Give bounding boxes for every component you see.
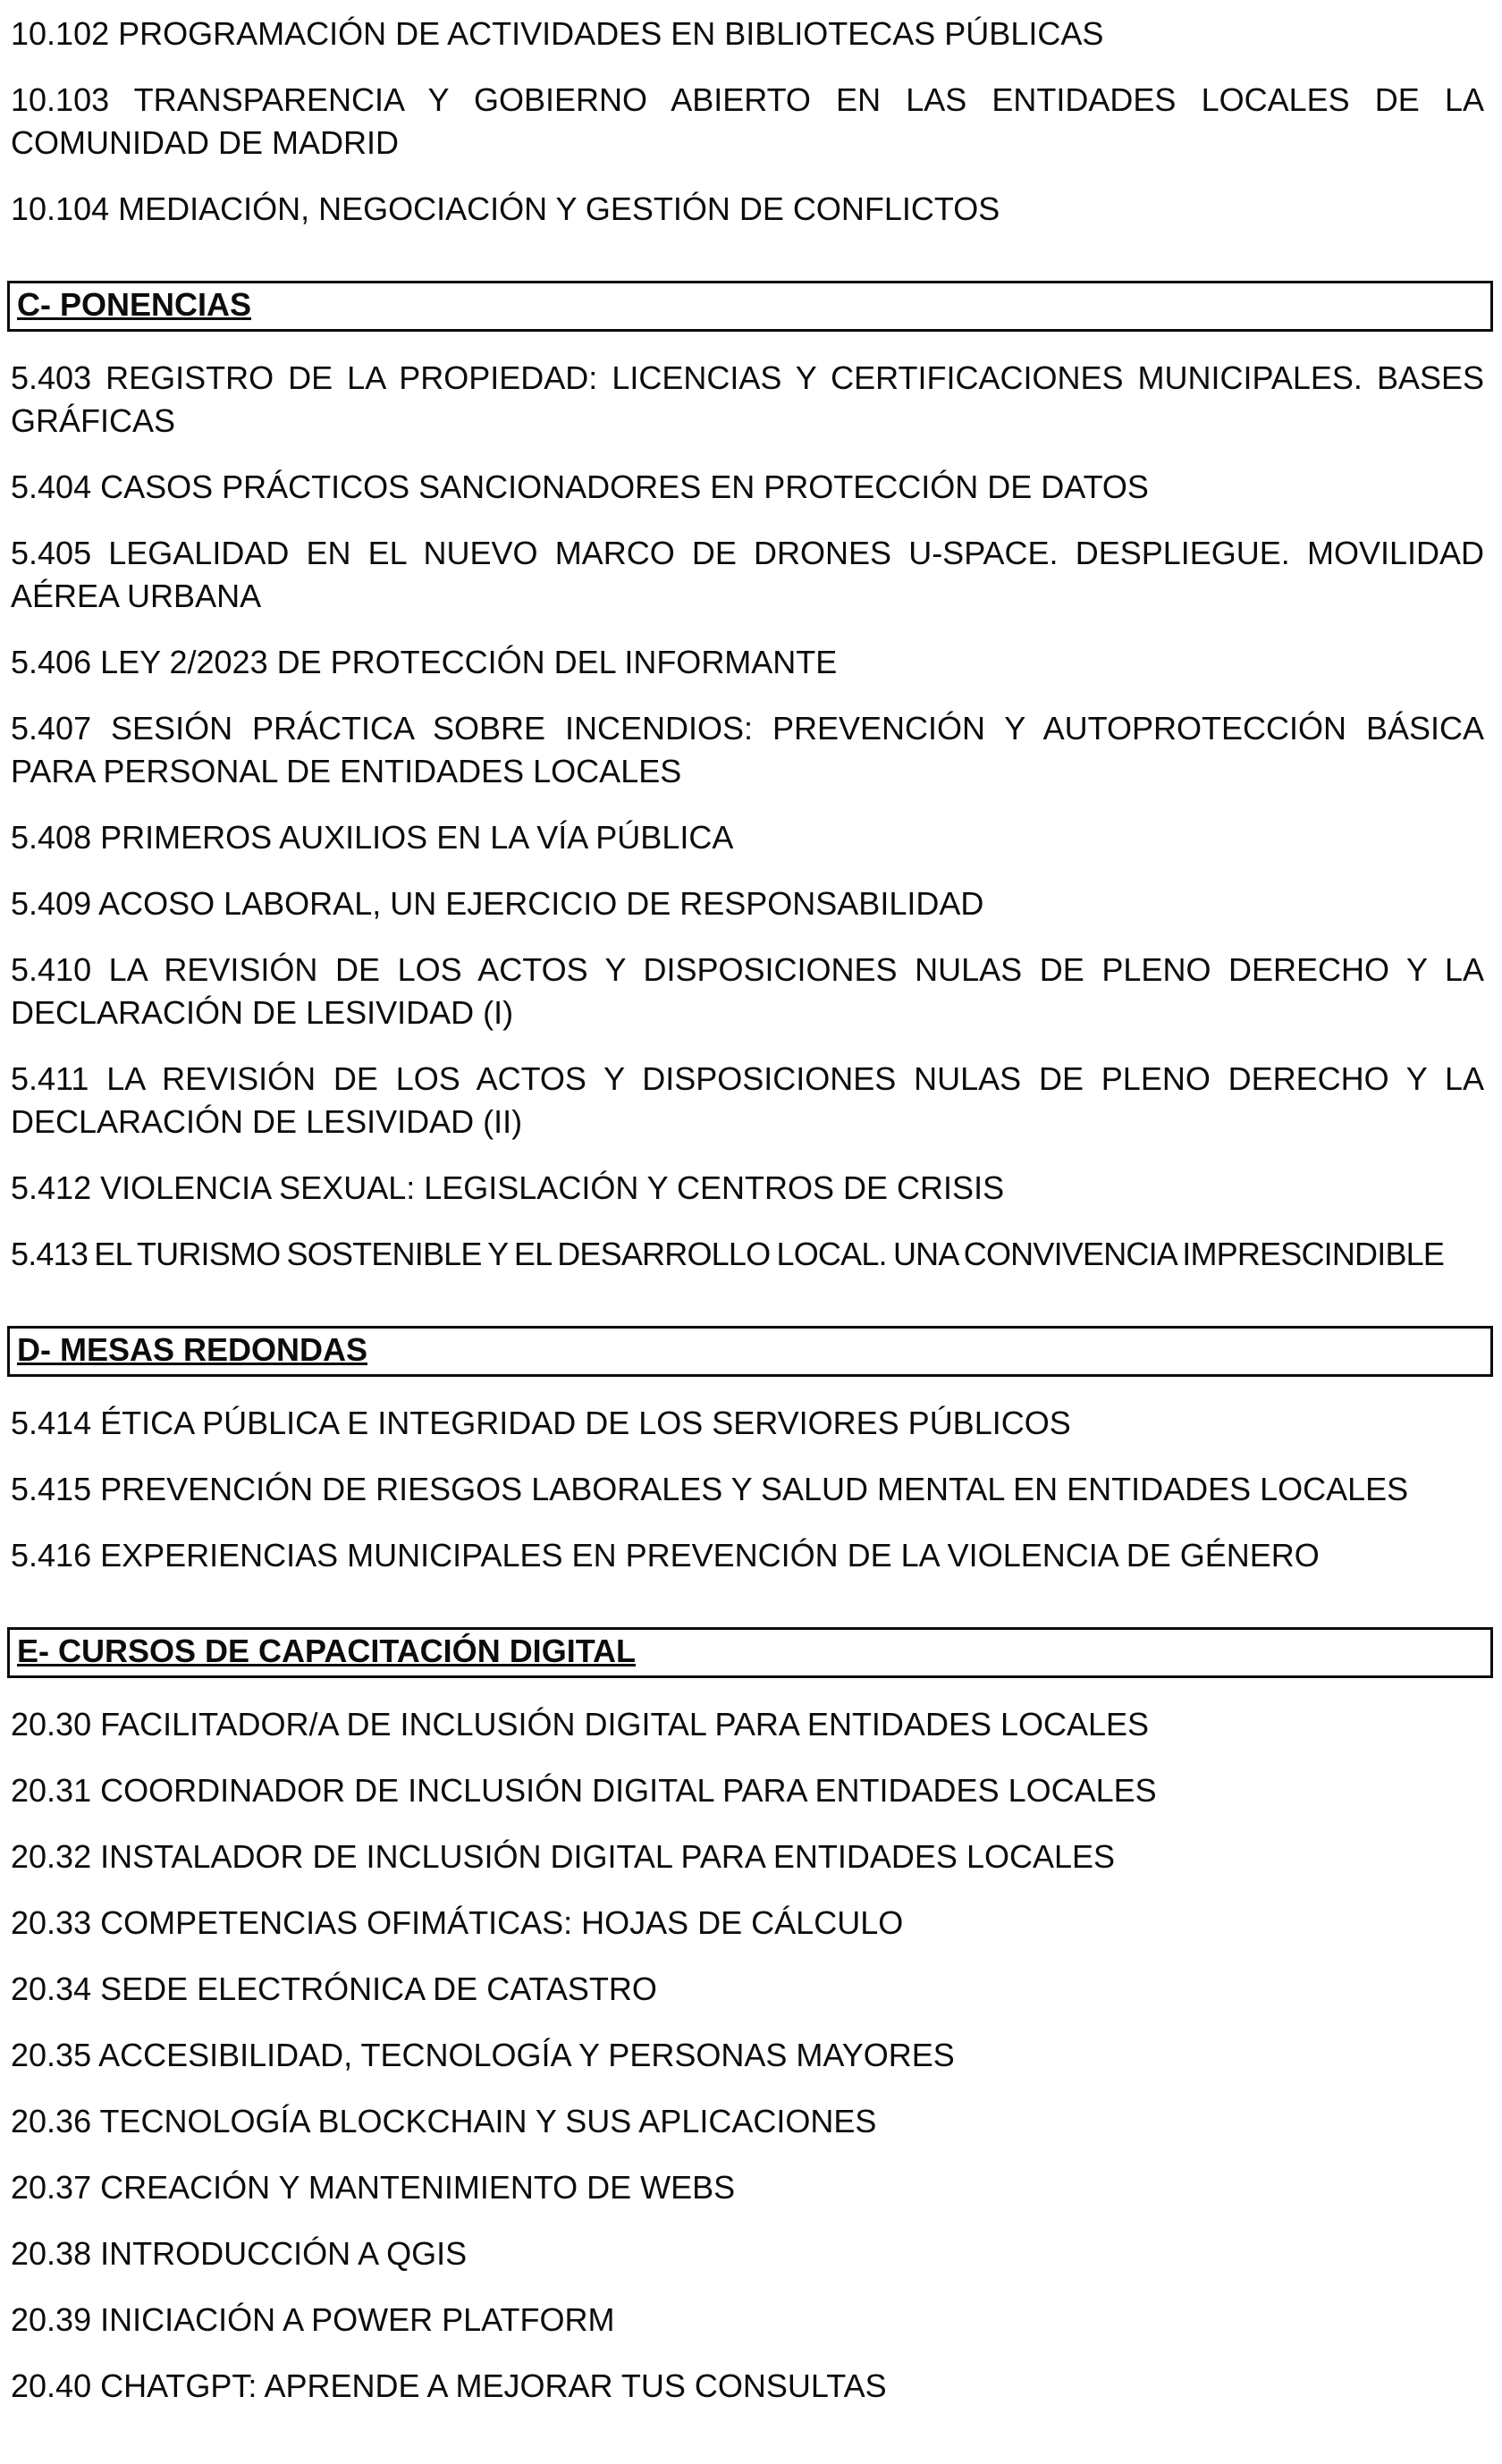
course-item: 5.404 CASOS PRÁCTICOS SANCIONADORES EN PROTECCIÓN DE DATOS <box>11 468 1149 505</box>
course-item: 10.102 PROGRAMACIÓN DE ACTIVIDADES EN BIBLIOTECAS PÚBLICAS <box>11 15 1104 52</box>
course-item: 5.412 VIOLENCIA SEXUAL: LEGISLACIÓN Y CENTROS DE CRISIS <box>11 1169 1005 1206</box>
course-item: 20.32 INSTALADOR DE INCLUSIÓN DIGITAL PARA ENTIDADES LOCALES <box>11 1838 1116 1875</box>
course-item: 5.411 LA REVISIÓN DE LOS ACTOS Y DISPOSICIONES NULAS DE PLENO DERECHO Y LA DECLARACIÓN DE LESIVIDAD (II) <box>11 1060 1484 1140</box>
course-item: 20.36 TECNOLOGÍA BLOCKCHAIN Y SUS APLICACIONES <box>11 2103 877 2139</box>
section-heading: D- MESAS REDONDAS <box>17 1331 368 1368</box>
course-item: 5.416 EXPERIENCIAS MUNICIPALES EN PREVENCIÓN DE LA VIOLENCIA DE GÉNERO <box>11 1537 1320 1574</box>
course-item: 5.410 LA REVISIÓN DE LOS ACTOS Y DISPOSICIONES NULAS DE PLENO DERECHO Y LA DECLARACIÓN DE LESIVIDAD (I) <box>11 951 1484 1031</box>
course-item: 10.104 MEDIACIÓN, NEGOCIACIÓN Y GESTIÓN DE CONFLICTOS <box>11 190 1000 227</box>
course-item: 5.408 PRIMEROS AUXILIOS EN LA VÍA PÚBLICA <box>11 819 734 856</box>
course-item: 20.31 COORDINADOR DE INCLUSIÓN DIGITAL PARA ENTIDADES LOCALES <box>11 1772 1157 1809</box>
course-item: 20.39 INICIACIÓN A POWER PLATFORM <box>11 2301 615 2338</box>
course-item: 20.38 INTRODUCCIÓN A QGIS <box>11 2235 468 2272</box>
course-item: 5.405 LEGALIDAD EN EL NUEVO MARCO DE DRONES U-SPACE. DESPLIEGUE. MOVILIDAD AÉREA URBANA <box>11 535 1484 614</box>
course-item: 5.403 REGISTRO DE LA PROPIEDAD: LICENCIAS Y CERTIFICACIONES MUNICIPALES. BASES GRÁFICAS <box>11 359 1484 439</box>
section-header-box <box>7 281 1493 332</box>
course-item: 20.35 ACCESIBILIDAD, TECNOLOGÍA Y PERSONAS MAYORES <box>11 2037 955 2073</box>
course-item: 20.30 FACILITADOR/A DE INCLUSIÓN DIGITAL PARA ENTIDADES LOCALES <box>11 1706 1150 1743</box>
course-item: 5.407 SESIÓN PRÁCTICA SOBRE INCENDIOS: PREVENCIÓN Y AUTOPROTECCIÓN BÁSICA PARA PERSONAL DE ENTIDADES LOCALES <box>11 710 1484 789</box>
course-item: 5.414 ÉTICA PÚBLICA E INTEGRIDAD DE LOS SERVIORES PÚBLICOS <box>11 1405 1071 1441</box>
course-item: 20.34 SEDE ELECTRÓNICA DE CATASTRO <box>11 1970 657 2007</box>
course-item: 20.37 CREACIÓN Y MANTENIMIENTO DE WEBS <box>11 2169 736 2206</box>
course-item: 5.415 PREVENCIÓN DE RIESGOS LABORALES Y SALUD MENTAL EN ENTIDADES LOCALES <box>11 1471 1409 1507</box>
course-item: 5.409 ACOSO LABORAL, UN EJERCICIO DE RESPONSABILIDAD <box>11 885 984 922</box>
section-heading: C- PONENCIAS <box>17 286 252 323</box>
course-item: 20.40 CHATGPT: APRENDE A MEJORAR TUS CONSULTAS <box>11 2367 887 2404</box>
section-header-box <box>7 1627 1493 1678</box>
course-item: 5.413 EL TURISMO SOSTENIBLE Y EL DESARROLLO LOCAL. UNA CONVIVENCIA IMPRESCINDIBLE <box>11 1236 1445 1272</box>
course-item: 5.406 LEY 2/2023 DE PROTECCIÓN DEL INFORMANTE <box>11 644 838 680</box>
section-heading: E- CURSOS DE CAPACITACIÓN DIGITAL <box>17 1633 636 1669</box>
section-header-box <box>7 1326 1493 1377</box>
course-item: 10.103 TRANSPARENCIA Y GOBIERNO ABIERTO EN LAS ENTIDADES LOCALES DE LA COMUNIDAD DE MADRID <box>11 81 1484 161</box>
course-item: 20.33 COMPETENCIAS OFIMÁTICAS: HOJAS DE CÁLCULO <box>11 1904 904 1941</box>
